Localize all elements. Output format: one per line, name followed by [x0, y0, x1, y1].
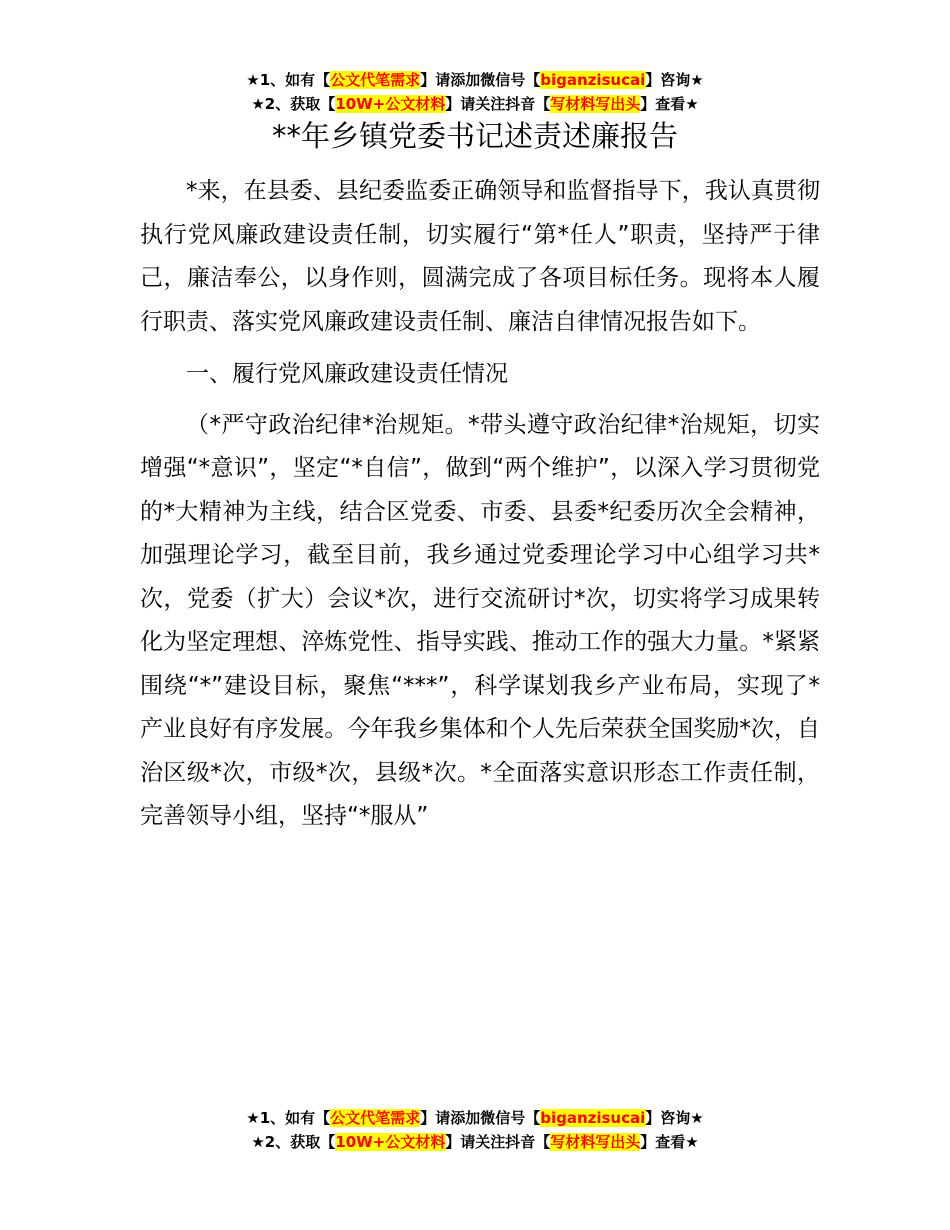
section-paragraph: （*严守政治纪律*治规矩。*带头遵守政治纪律*治规矩，切实增强“*意识”，坚定“*自信”，做到“两个维护”，以深入学习贯彻党的*大精神为主线，结合区党委、市委、县委*纪委历次全会精神，加强理论学习，截至目前，我乡通过党委理论学习中心组学习共*次，党委（扩大）会议*次，进行交流研讨*次，切实将学习成果转化为坚定理想、淬炼党性、指导实践、推动工作的强大力量。*紧紧围绕“*”建设目标，聚焦“***”，科学谋划我乡产业布局，实现了*产业良好有序发展。今年我乡集体和个人先后荣获全国奖励*次，自治区级*次，市级*次，县级*次。*全面落实意识形态工作责任制，完善领导小组，坚持“*服从” — [140, 411, 820, 829]
bottom-banner — [0, 1106, 950, 1154]
document-title: **年乡镇党委书记述责述廉报告 — [271, 119, 678, 153]
banner-line-2 — [0, 92, 950, 116]
banner-text: 】查看★ — [640, 1133, 699, 1151]
banner-highlight: 10W+公文材料 — [335, 1133, 446, 1151]
banner-line-1 — [0, 68, 950, 92]
banner-text: 】咨询★ — [645, 1109, 704, 1127]
banner-text: 】查看★ — [640, 95, 699, 113]
banner-text: ★2、获取【 — [251, 1133, 336, 1151]
document-body — [140, 170, 820, 839]
banner-text: ★1、如有【 — [246, 1109, 331, 1127]
banner-text: 】请添加微信号【 — [420, 1109, 541, 1127]
banner-text: 】咨询★ — [645, 71, 704, 89]
top-banner — [0, 68, 950, 116]
intro-paragraph: *来，在县委、县纪委监委正确领导和监督指导下，我认真贯彻执行党风廉政建设责任制，切实履行“第*任人”职责，坚持严于律己，廉洁奉公，以身作则，圆满完成了各项目标任务。现将本人履行职责、落实党风廉政建设责任制、廉洁自律情况报告如下。 — [140, 178, 820, 335]
banner-highlight-wechat: biganzisucai — [540, 71, 646, 89]
banner-text: ★2、获取【 — [251, 95, 336, 113]
banner-line-2 — [0, 1130, 950, 1154]
banner-text: ★1、如有【 — [246, 71, 331, 89]
banner-text: 】请关注抖音【 — [445, 95, 551, 113]
banner-highlight-douyin: 写材料写出头 — [550, 95, 641, 113]
banner-highlight: 公文代笔需求 — [330, 71, 421, 89]
banner-text: 】请添加微信号【 — [420, 71, 541, 89]
section-heading: 一、履行党风廉政建设责任情况 — [186, 361, 508, 387]
banner-text: 】请关注抖音【 — [445, 1133, 551, 1151]
banner-highlight: 10W+公文材料 — [335, 95, 446, 113]
banner-line-1 — [0, 1106, 950, 1130]
banner-highlight: 公文代笔需求 — [330, 1109, 421, 1127]
banner-highlight-douyin: 写材料写出头 — [550, 1133, 641, 1151]
banner-highlight-wechat: biganzisucai — [540, 1109, 646, 1127]
